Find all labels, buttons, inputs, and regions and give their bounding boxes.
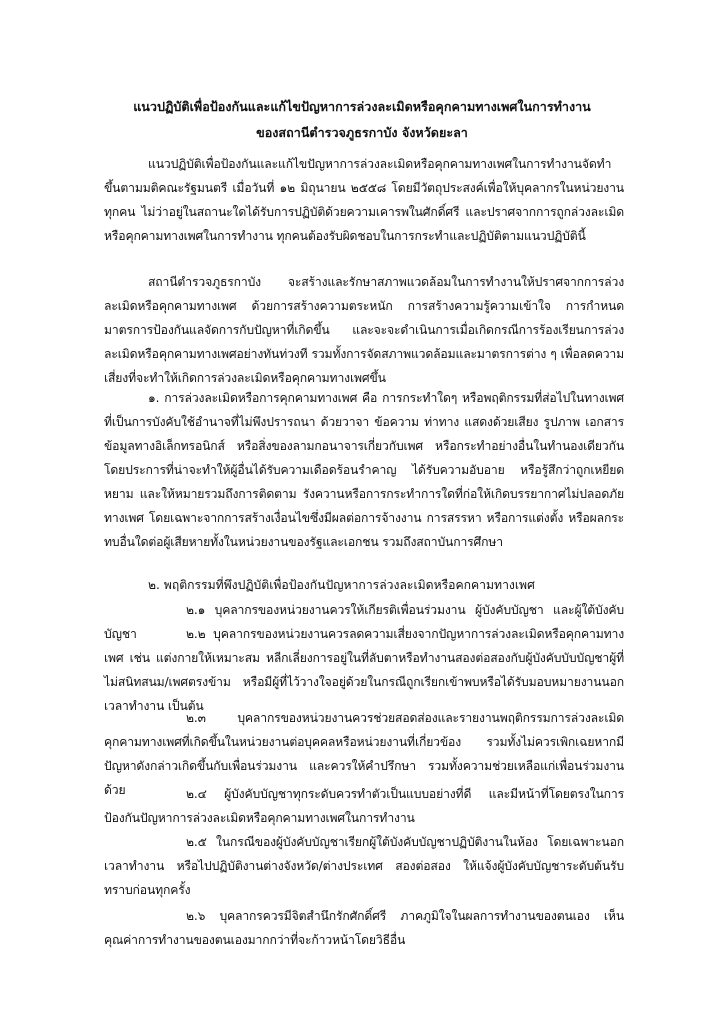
section-1-definition: ๑. การล่วงละเมิดหรือการคุกคามทางเพศ คือ การกระทำใดๆ หรือพฤติกรรมที่ส่อไปในทางเพศที่เป็นการบังคับใช้อำนาจที่ไม่พึงปรารถนา ด้วยวาจา ข้อความ ท่าทาง แสดงด้วยเสียง รูปภาพ เอกสาร ข้อมูลทางอิเล็กทรอนิกส์ หรือสิ่งของลามกอนาจารเกี่ยวกับเพศ หรือกระทำอย่างอื่นในทำนองเดียวกัน โดยประการที่น่าจะทำให้ผู้อื่นได้รับความเดือดร้อนรำคาญ ได้รับความอับอาย หรือรู้สึกว่าถูกเหยียดหยาม และให้หมายรวมถึงการติดตาม รังควานหรือการกระทำการใดที่ก่อให้เกิดบรรยากาศไม่ปลอดภัยทางเพศ โดยเฉพาะจากการสร้างเงื่อนไขซึ่งมีผลต่อการจ้างงาน การสรรหา หรือการแต่งตั้ง หรือผลกระทบอื่นใดต่อผู้เสียหายทั้งในหน่วยงานของรัฐและเอกชน รวมถึงสถาบันการศึกษา bbox=[104, 391, 624, 549]
item-2-5: ๒.๕ ในกรณีของผู้บังคับบัญชาเรียกผู้ใต้บังคับบัญชาปฏิบัติงานในห้อง โดยเฉพาะนอกเวลาทำงาน หรือไปปฏิบัติงานต่างจังหวัด/ต่างประเทศ สองต่อสอง ให้แจ้งผู้บังคับบัญชาระดับต้นรับทราบก่อนทุกครั้ง bbox=[104, 835, 624, 897]
section-2-heading: ๒. พฤติกรรมที่พึงปฏิบัติเพื่อป้องกันปัญหาการล่วงละเมิดหรือคกคามทางเพศ bbox=[148, 578, 535, 592]
item-2-2: ๒.๒ บุคลากรของหน่วยงานควรลดความเสี่ยงจากปัญหาการล่วงละเมิดหรือคุกคามทางเพศ เช่น แต่งกายให้เหมาะสม หลีกเลี่ยงการอยู่ในที่ลับตาหรือทำงานสองต่อสองกับผู้บังคับบับบัญชาผู้ที่ไม่สนิทสนม/เพศตรงข้าม หรือมีผู้ที่ไว้วางใจอยู่ด้วยในกรณีถูกเรียกเข้าพบหรือได้รับมอบหมายงานนอกเวลาทำงาน เป็นต้น bbox=[104, 627, 624, 713]
document-title-line-1: แนวปฏิบัติเพื่อป้องกันและแก้ไขปัญหาการล่วงละเมิดหรือคุกคามทางเพศในการทำงาน bbox=[133, 99, 591, 114]
item-2-1: ๒.๑ บุคลากรของหน่วยงานควรให้เกียรติเพื่อนร่วมงาน ผู้บังคับบัญชา และผู้ใต้บังคับบัญชา bbox=[104, 603, 624, 641]
document-title-line-2: ของสถานีตำรวจภูธรกาบัง จังหวัดยะลา bbox=[256, 125, 468, 140]
item-2-6: ๒.๖ บุคลากรควรมีจิตสำนึกรักศักดิ์ศรี ภาคภูมิใจในผลการทำงานของตนเอง เห็นคุณค่าการทำงานของตนเองมากกว่าที่จะก้าวหน้าโดยวิธีอื่น bbox=[104, 909, 624, 947]
item-2-3: ๒.๓ บุคลากรของหน่วยงานควรช่วยสอดส่องและรายงานพฤติกรรมการล่วงละเมิดคุกคามทางเพศที่เกิดขึ้นในหน่วยงานต่อบุคคลหรือหน่วยงานที่เกี่ยวข้อง รวมทั้งไม่ควรเพิกเฉยหากมีปัญหาดังกล่าวเกิดขึ้นกับเพื่อนร่วมงาน และควรให้คำปรึกษา รวมทั้งความช่วยเหลือแก่เพื่อนร่วมงานด้วย bbox=[104, 711, 624, 797]
policy-paragraph: สถานีตำรวจภูธรกาบัง จะสร้างและรักษาสภาพแวดล้อมในการทำงานให้ปราศจากการล่วง ละเมิดหรือคุกคามทางเพศ ด้วยการสร้างความตระหนัก การสร้างความรู้ความเข้าใจ การกำหนดมาตรการป้องกันแลจัดการกับปัญหาที่เกิดขึ้น และจะจะดำเนินการเมื่อเกิดกรณีการร้องเรียนการล่วงละเมิดหรือคุกคามทางเพศอย่างทันท่วงที รวมทั้งการจัดสภาพแวดล้อมและมาตรการต่าง ๆ เพื่อลดความเสี่ยงที่จะทำให้เกิดการล่วงละเมิดหรือคุกคามทางเพศขึ้น bbox=[104, 275, 624, 385]
item-2-4: ๒.๔ ผู้บังคับบัญชาทุกระดับควรทำตัวเป็นแบบอย่างที่ดี และมีหน้าที่โดยตรงในการป้องกันปัญหาการล่วงละเมิดหรือคุกคามทางเพศในการทำงาน bbox=[104, 787, 624, 825]
intro-paragraph: แนวปฏิบัติเพื่อป้องกันและแก้ไขปัญหาการล่วงละเมิดหรือคุกคามทางเพศในการทำงานจัดทำขึ้นตามมติคณะรัฐมนตรี เมื่อวันที่ ๑๒ มิถุนายน ๒๕๕๘ โดยมีวัตถุประสงค์เพื่อให้บุคลากรในหน่วยงานทุกคน ไม่ว่าอยู่ในสถานะใดได้รับการปฏิบัติด้วยความเคารพในศักดิ์ศรี และปราศจากการถูกล่วงละเมิดหรือคุกคามทางเพศในการทำงาน ทุกคนต้องรับผิดชอบในการกระทำและปฏิบัติตามแนวปฏิบัตินี้ bbox=[104, 157, 624, 243]
